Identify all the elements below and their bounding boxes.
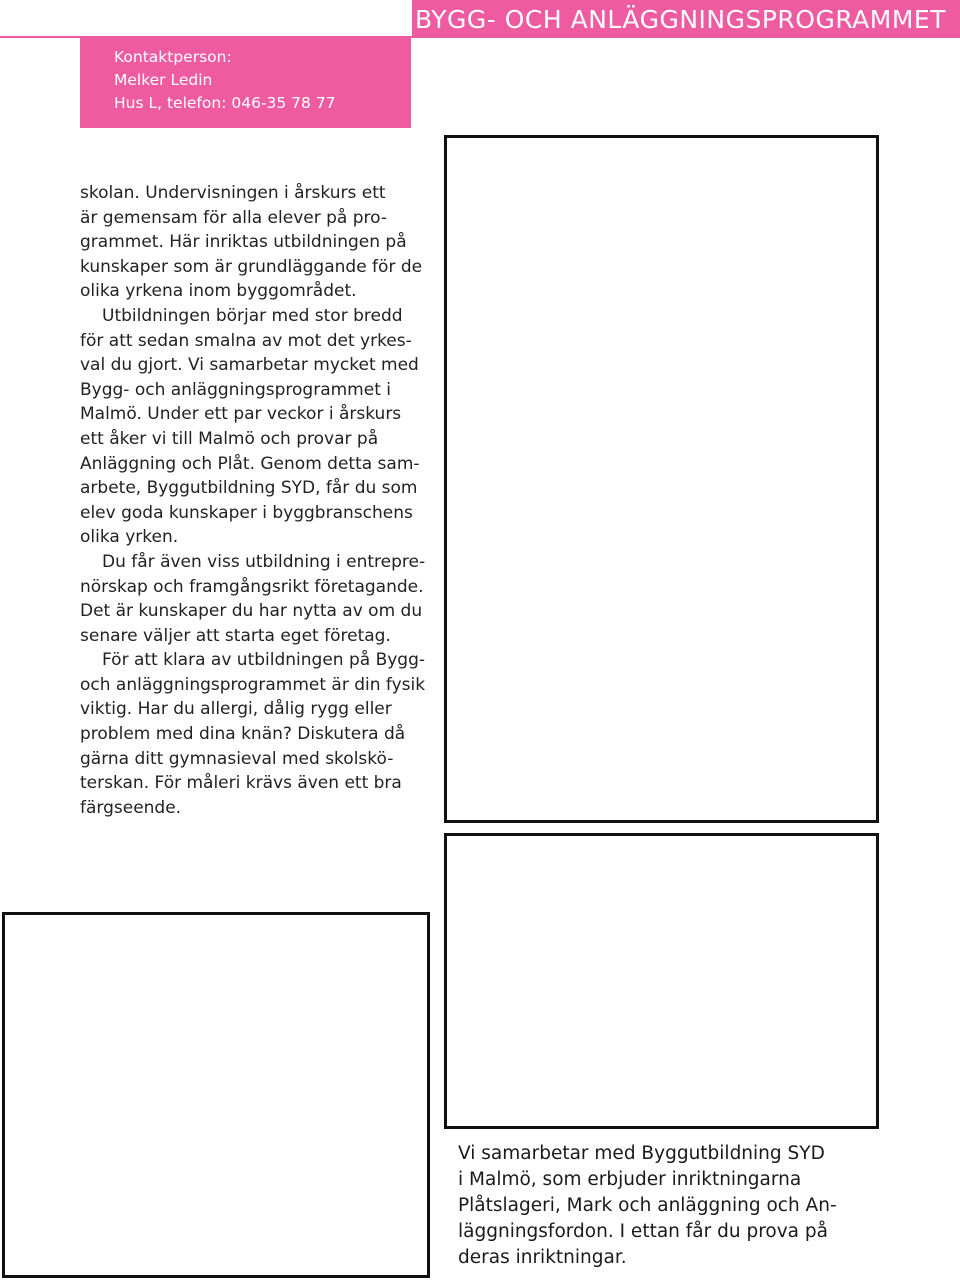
body-line: senare väljer att starta eget företag. [80, 625, 391, 646]
contact-location-phone: Hus L, telefon: 046-35 78 77 [114, 94, 336, 112]
body-line: olika yrken. [80, 527, 179, 548]
caption-line: Vi samarbetar med Byggutbildning SYD [458, 1143, 825, 1164]
body-line: grammet. Här inriktas utbildningen på [80, 232, 407, 253]
body-line: kunskaper som är grundläggande för de [80, 256, 423, 277]
caption-line: deras inriktningar. [458, 1247, 627, 1268]
body-line: Du får även viss utbildning i entrepre- [102, 551, 426, 572]
body-line: Anläggning och Plåt. Genom detta sam- [80, 453, 420, 474]
body-line: Bygg- och anläggningsprogrammet i [80, 379, 391, 400]
body-line: färgseende. [80, 797, 182, 818]
contact-box [80, 38, 411, 128]
body-line: problem med dina knän? Diskutera då [80, 724, 406, 745]
body-line: Utbildningen börjar med stor bredd [102, 305, 403, 326]
body-line: är gemensam för alla elever på pro- [80, 207, 387, 228]
body-line: viktig. Har du allergi, dålig rygg eller [80, 699, 392, 720]
body-line: Det är kunskaper du har nytta av om du [80, 601, 423, 622]
body-line: nörskap och framgångsrikt företagande. [80, 576, 424, 597]
title-bar [412, 0, 960, 36]
body-line: Malmö. Under ett par veckor i årskurs [80, 404, 402, 425]
contact-label: Kontaktperson: [114, 48, 232, 66]
body-line: val du gjort. Vi samarbetar mycket med [80, 355, 419, 376]
photo-frame-right-bottom [444, 833, 879, 1129]
caption-line: läggningsfordon. I ettan får du prova på [458, 1221, 828, 1242]
program-title: BYGG- OCH ANLÄGGNINGSPROGRAMMET [414, 5, 946, 34]
body-line: För att klara av utbildningen på Bygg- [102, 650, 426, 671]
body-line: ett åker vi till Malmö och provar på [80, 428, 379, 449]
body-line: för att sedan smalna av mot det yrkes- [80, 330, 412, 351]
body-line: och anläggningsprogrammet är din fysik [80, 674, 426, 695]
contact-name: Melker Ledin [114, 71, 213, 89]
body-line: arbete, Byggutbildning SYD, får du som [80, 478, 418, 499]
body-line: elev goda kunskaper i byggbranschens [80, 502, 413, 523]
caption-line: i Malmö, som erbjuder inriktningarna [458, 1169, 802, 1190]
caption-line: Plåtslageri, Mark och anläggning och An- [458, 1195, 837, 1216]
body-line: skolan. Undervisningen i årskurs ett [80, 183, 386, 203]
photo-frame-left-bottom [2, 912, 430, 1278]
photo-caption [458, 1141, 878, 1271]
body-line: olika yrkena inom byggområdet. [80, 281, 357, 302]
body-line: gärna ditt gymnasieval med skolskö- [80, 748, 394, 769]
body-text [80, 181, 425, 820]
photo-frame-large [444, 135, 879, 823]
body-line: terskan. För måleri krävs även ett bra [80, 773, 402, 794]
